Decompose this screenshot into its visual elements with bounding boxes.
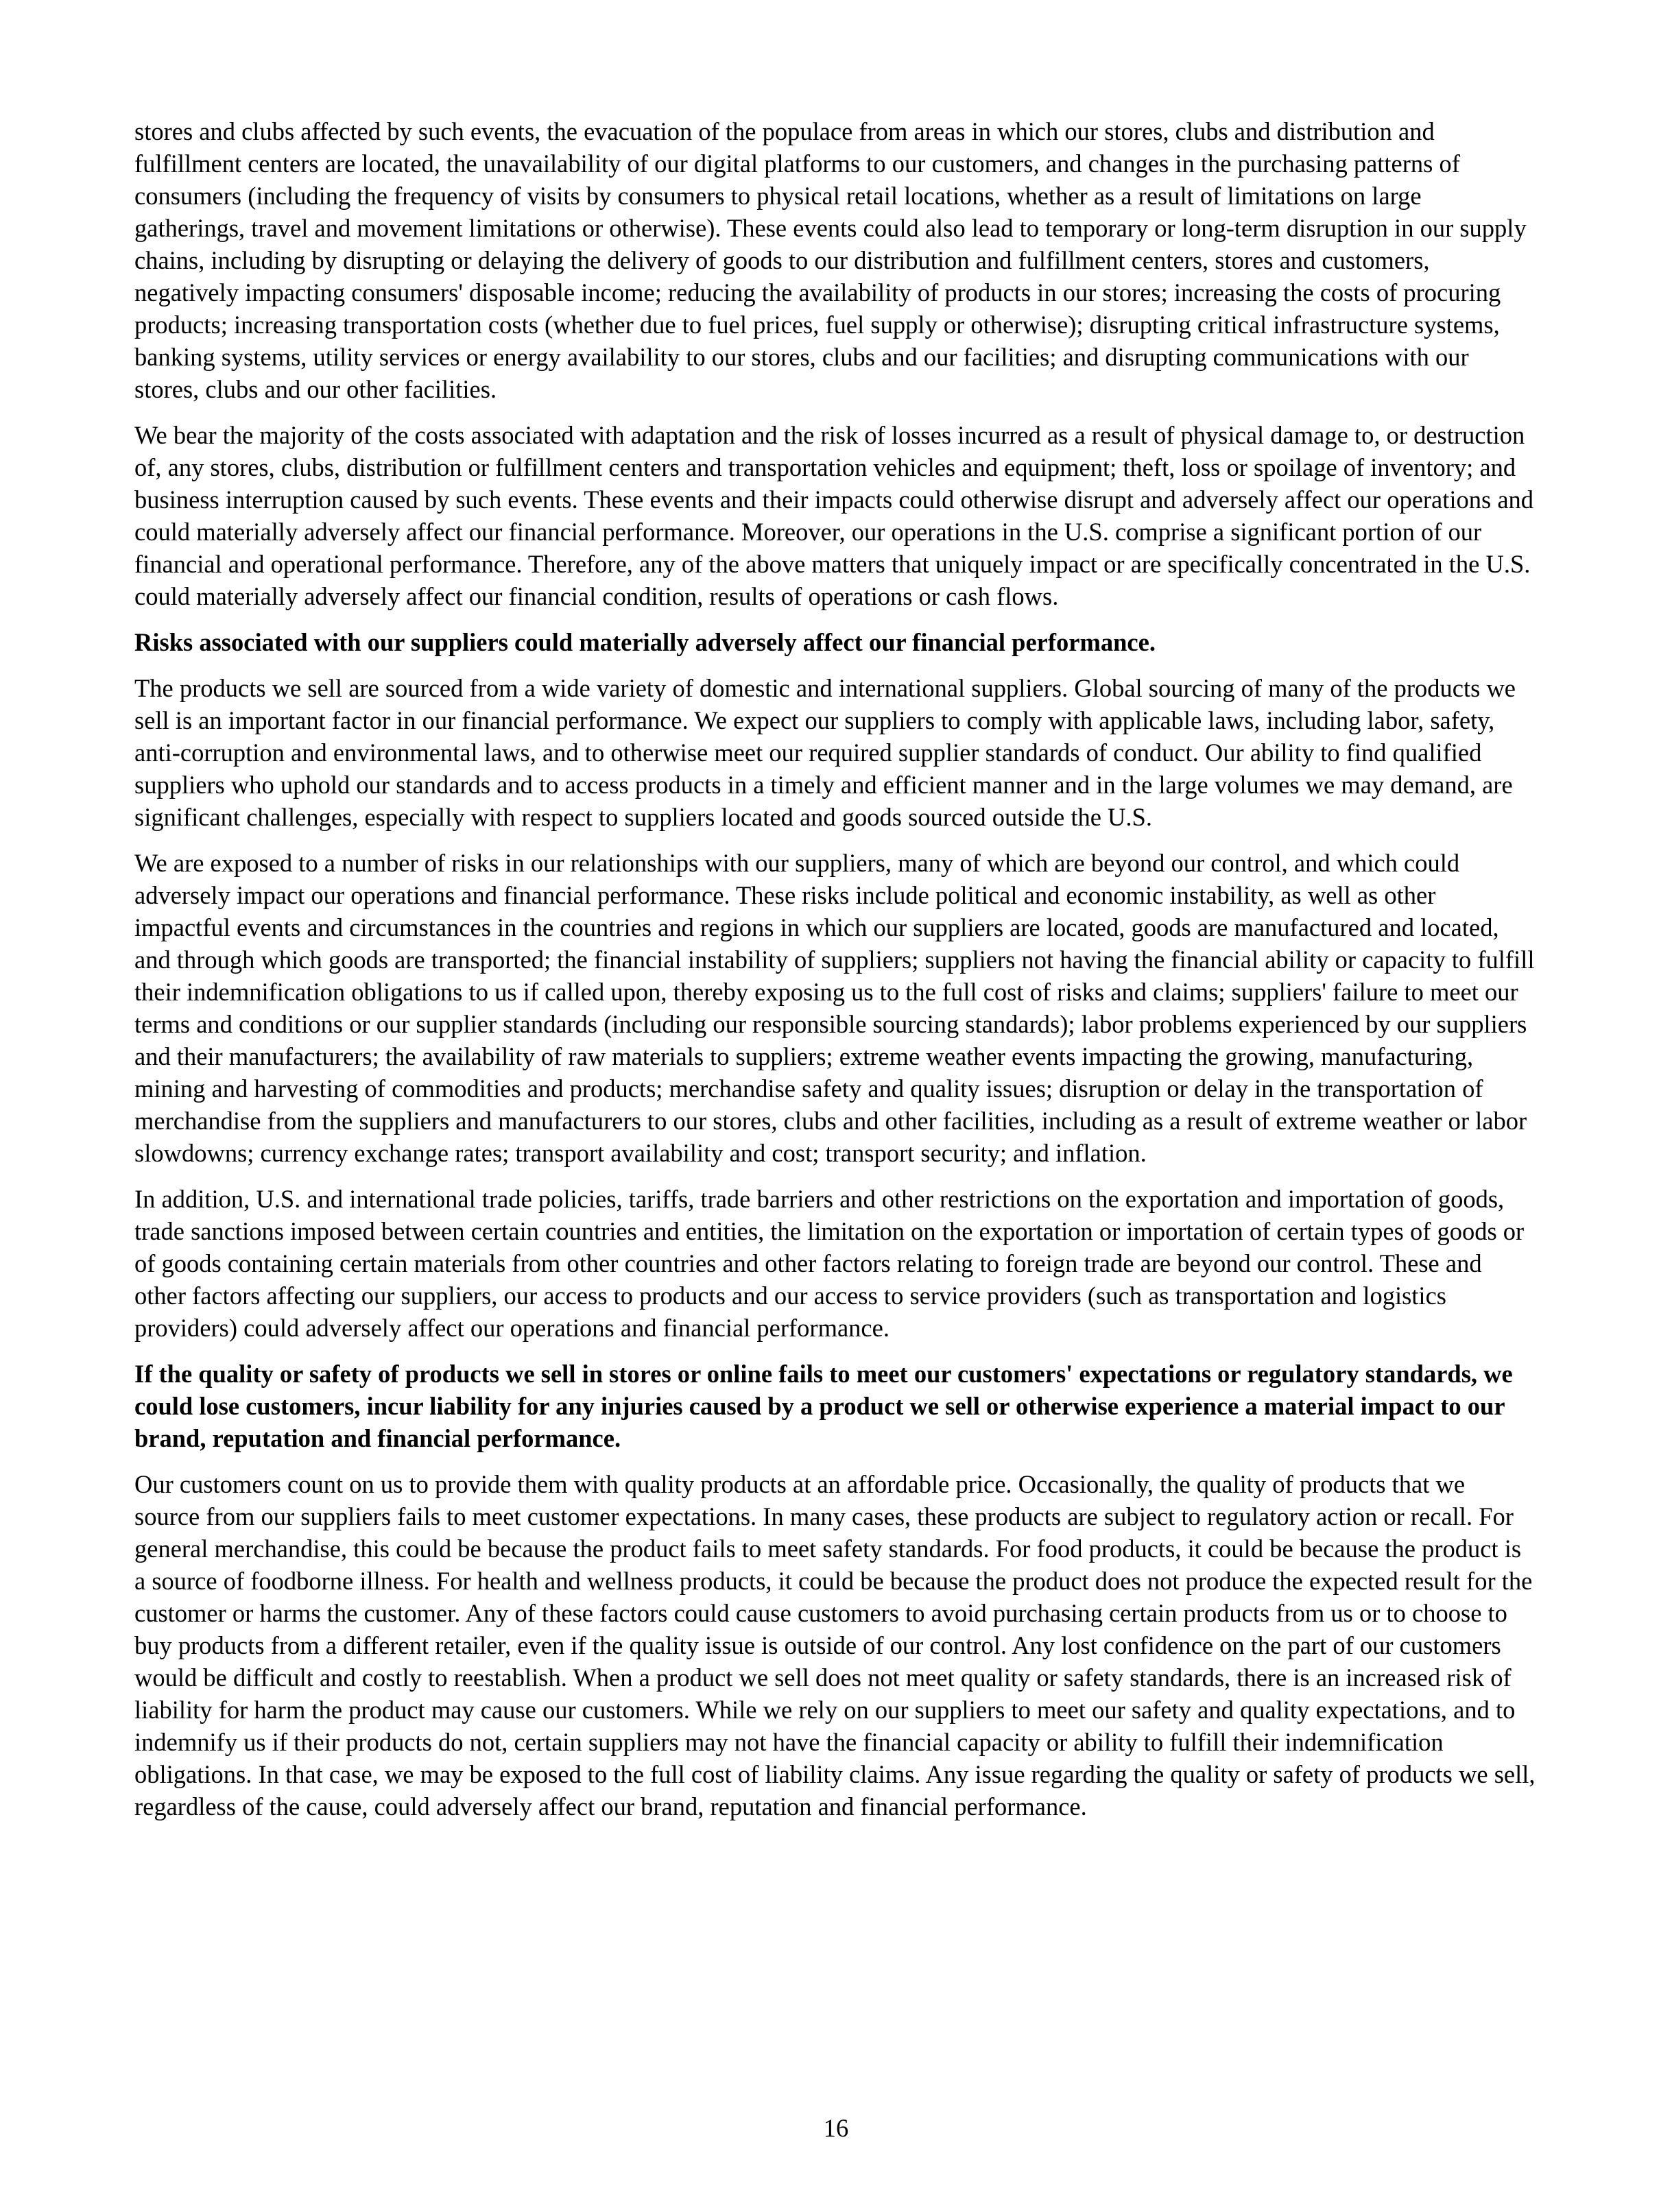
document-body bbox=[134, 115, 1536, 1836]
heading-supplier-risks: Risks associated with our suppliers could materially adversely affect our financial performance. bbox=[134, 628, 1156, 656]
heading-product-quality: If the quality or safety of products we sell in stores or online fails to meet our customers' expectations or regulatory standards, we could lose customers, incur liability for any injuries caused by a product we sell or otherwise experience a material impact to our brand, reputation and financial performance. bbox=[134, 1360, 1513, 1452]
paragraph-supplier-relationship-risks: We are exposed to a number of risks in our relationships with our suppliers, many of which are beyond our control, and which could adversely impact our operations and financial performance. These risks include political and economic instability, as well as other impactful events and circumstances in the countries and regions in which our suppliers are located, goods are manufactured and located, and through which goods are transported; the financial instability of suppliers; suppliers not having the financial ability or capacity to fulfill their indemnification obligations to us if called upon, thereby exposing us to the full cost of risks and claims; suppliers' failure to meet our terms and conditions or our supplier standards (including our responsible sourcing standards); labor problems experienced by our suppliers and their manufacturers; the availability of raw materials to suppliers; extreme weather events impacting the growing, manufacturing, mining and harvesting of commodities and products; merchandise safety and quality issues; disruption or delay in the transportation of merchandise from the suppliers and manufacturers to our stores, clubs and other facilities, including as a result of extreme weather or labor slowdowns; currency exchange rates; transport availability and cost; transport security; and inflation. bbox=[134, 849, 1535, 1167]
paragraph-product-quality: Our customers count on us to provide them with quality products at an affordable price. Occasionally, the quality of products that we source from our suppliers fails to meet customer expectations. In many cases, these products are subject to regulatory action or recall. For general merchandise, this could be because the product fails to meet safety standards. For food products, it could be because the product is a source of foodborne illness. For health and wellness products, it could be because the product does not produce the expected result for the customer or harms the customer. Any of these factors could cause customers to avoid purchasing certain products from us or to choose to buy products from a different retailer, even if the quality issue is outside of our control. Any lost confidence on the part of our customers would be difficult and costly to reestablish. When a product we sell does not meet quality or safety standards, there is an increased risk of liability for harm the product may cause our customers. While we rely on our suppliers to meet our safety and quality expectations, and to indemnify us if their products do not, certain suppliers may not have the financial capacity or ability to fulfill their indemnification obligations. In that case, we may be exposed to the full cost of liability claims. Any issue regarding the quality or safety of products we sell, regardless of the cause, could adversely affect our brand, reputation and financial performance. bbox=[134, 1470, 1536, 1820]
paragraph-continued-events: stores and clubs affected by such events, the evacuation of the populace from areas in which our stores, clubs and distribution and fulfillment centers are located, the unavailability of our digital platforms to our customers, and changes in the purchasing patterns of consumers (including the frequency of visits by consumers to physical retail locations, whether as a result of limitations on large gatherings, travel and movement limitations or otherwise). These events could also lead to temporary or long-term disruption in our supply chains, including by disrupting or delaying the delivery of goods to our distribution and fulfillment centers, stores and customers, negatively impacting consumers' disposable income; reducing the availability of products in our stores; increasing the costs of procuring products; increasing transportation costs (whether due to fuel prices, fuel supply or otherwise); disrupting critical infrastructure systems, banking systems, utility services or energy availability to our stores, clubs and our facilities; and disrupting communications with our stores, clubs and our other facilities. bbox=[134, 117, 1527, 403]
page-number: 16 bbox=[823, 2114, 849, 2142]
paragraph-sourcing: The products we sell are sourced from a wide variety of domestic and international suppliers. Global sourcing of many of the products we sell is an important factor in our financial performance. We expect our suppliers to comply with applicable laws, including labor, safety, anti-corruption and environmental laws, and to otherwise meet our required supplier standards of conduct. Our ability to find qualified suppliers who uphold our standards and to access products in a timely and efficient manner and in the large volumes we may demand, are significant challenges, especially with respect to suppliers located and goods sourced outside the U.S. bbox=[134, 674, 1516, 831]
paragraph-costs-adaptation: We bear the majority of the costs associated with adaptation and the risk of losses incurred as a result of physical damage to, or destruction of, any stores, clubs, distribution or fulfillment centers and transportation vehicles and equipment; theft, loss or spoilage of inventory; and business interruption caused by such events. These events and their impacts could otherwise disrupt and adversely affect our operations and could materially adversely affect our financial performance. Moreover, our operations in the U.S. comprise a significant portion of our financial and operational performance. Therefore, any of the above matters that uniquely impact or are specifically concentrated in the U.S. could materially adversely affect our financial condition, results of operations or cash flows. bbox=[134, 421, 1534, 610]
paragraph-trade-policies: In addition, U.S. and international trade policies, tariffs, trade barriers and other restrictions on the exportation and importation of goods, trade sanctions imposed between certain countries and entities, the limitation on the exportation or importation of certain types of goods or of goods containing certain materials from other countries and other factors relating to foreign trade are beyond our control. These and other factors affecting our suppliers, our access to products and our access to service providers (such as transportation and logistics providers) could adversely affect our operations and financial performance. bbox=[134, 1185, 1525, 1342]
